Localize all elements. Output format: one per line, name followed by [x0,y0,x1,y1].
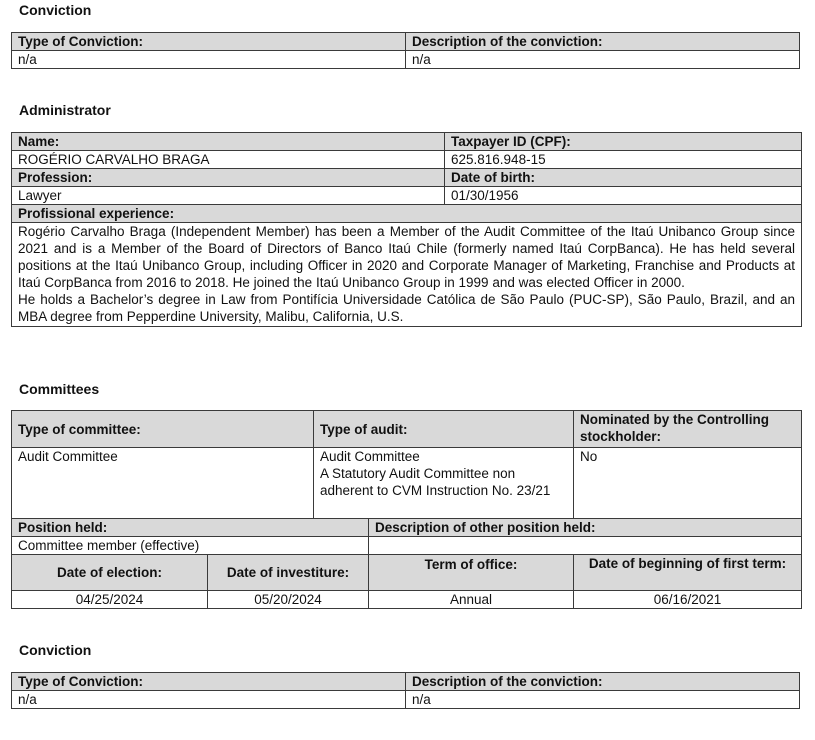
section-title-conviction: Conviction [19,2,92,18]
nominated-by-controlling-stockholder-header: Nominated by the Controlling stockholder: [574,411,802,448]
type-of-audit-value-line-2: A Statutory Audit Committee non adherent to CVM Instruction No. 23/21 [320,466,551,498]
date-of-election-header: Date of election: [12,555,208,591]
date-of-investiture-value: 05/20/2024 [208,591,369,609]
other-position-value [369,537,802,555]
description-of-conviction-header: Description of the conviction: [406,673,800,691]
date-of-beginning-of-first-term-header: Date of beginning of first term: [574,555,802,591]
cpf-value: 625.816.948-15 [445,151,802,169]
date-of-birth-value: 01/30/1956 [445,187,802,205]
date-of-election-value: 04/25/2024 [12,591,208,609]
section-title-conviction-2: Conviction [19,642,92,658]
type-of-committee-header: Type of committee: [12,411,314,448]
description-of-conviction-header: Description of the conviction: [406,33,800,51]
name-header: Name: [12,133,445,151]
conviction-table [11,32,800,69]
experience-paragraph-2: He holds a Bachelor’s degree in Law from Pontifícia Universidade Católica de São Paulo (PUC-SP), São Paulo, Brazil, and an MBA degree from Pepperdine University, Malibu, California, U.S. [18,292,795,324]
type-of-audit-value [314,448,574,519]
description-of-conviction-value: n/a [406,51,800,69]
committees-table [11,410,802,609]
type-of-committee-value: Audit Committee [12,448,314,519]
section-title-administrator: Administrator [19,102,111,118]
experience-paragraph-1: Rogério Carvalho Braga (Independent Member) has been a Member of the Audit Committee of the Itaú Unibanco Group since 2021 and is a Member of the Board of Directors of Banco Itaú Chile (formerly named Itaú CorpBanca). He has held several positions at the Itaú Unibanco Group, including Officer in 2020 and Corporate Manager of Marketing, Franchise and Products at Itaú CorpBanca from 2016 to 2018. He joined the Itaú Unibanco Group in 1999 and was elected Officer in 2000. [18,224,795,290]
type-of-conviction-header: Type of Conviction: [12,673,406,691]
section-title-committees: Committees [19,381,100,397]
description-of-conviction-value: n/a [406,691,800,709]
type-of-conviction-header: Type of Conviction: [12,33,406,51]
position-held-value: Committee member (effective) [12,537,369,555]
date-of-investiture-header: Date of investiture: [208,555,369,591]
date-of-beginning-of-first-term-value: 06/16/2021 [574,591,802,609]
term-of-office-header: Term of office: [369,555,574,591]
administrator-table [11,132,802,327]
professional-experience-header: Profissional experience: [12,205,802,223]
type-of-conviction-value: n/a [12,51,406,69]
other-position-header: Description of other position held: [369,519,802,537]
type-of-conviction-value: n/a [12,691,406,709]
professional-experience-value [12,223,802,327]
profession-value: Lawyer [12,187,445,205]
name-value: ROGÉRIO CARVALHO BRAGA [12,151,445,169]
conviction-table-2 [11,672,800,709]
profession-header: Profession: [12,169,445,187]
type-of-audit-value-line-1: Audit Committee [320,449,420,464]
type-of-audit-header: Type of audit: [314,411,574,448]
nominated-value: No [574,448,802,519]
position-held-header: Position held: [12,519,369,537]
term-of-office-value: Annual [369,591,574,609]
date-of-birth-header: Date of birth: [445,169,802,187]
cpf-header: Taxpayer ID (CPF): [445,133,802,151]
